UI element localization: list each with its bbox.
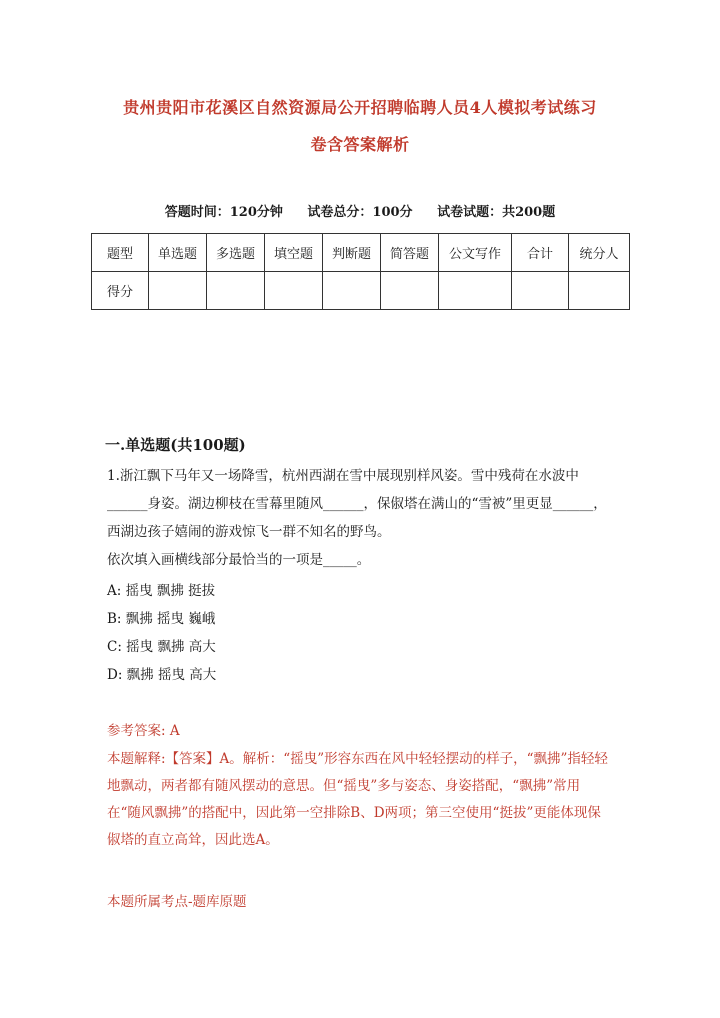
section-title: 一.单选题(共100题) (105, 436, 246, 454)
score-cell (512, 272, 569, 310)
exam-time: 答题时间：120分钟 (164, 205, 283, 220)
header-cell: 判断题 (323, 234, 381, 272)
answer-explanation: 本题解释:【答案】A。解析：“摇曳”形容东西在风中轻轻摆动的样子，“飘拂”指轻轻地飘动，两者都有随风摆动的意思。但“摇曳”多与姿态、身姿搭配，“飘拂”常用在“随风飘拂”的搭配中，因此第一空排除B、D两项；第三空使用“挺拔”更能体现保俶塔的直立高耸，因此选A。 (107, 751, 608, 848)
header-cell: 公文写作 (439, 234, 512, 272)
score-cell (207, 272, 265, 310)
exam-info (0, 201, 720, 220)
score-cell (323, 272, 381, 310)
reference-answer: 参考答案: A (107, 723, 180, 739)
option-d: D: 飘拂 摇曳 高大 (107, 667, 217, 683)
document-title-line1: 贵州贵阳市花溪区自然资源局公开招聘临聘人员4人模拟考试练习 (123, 98, 597, 117)
header-cell: 简答题 (381, 234, 439, 272)
header-cell: 合计 (512, 234, 569, 272)
score-table-header-row (92, 234, 630, 272)
score-cell (381, 272, 439, 310)
header-cell: 题型 (92, 234, 149, 272)
header-cell: 单选题 (149, 234, 207, 272)
score-cell (439, 272, 512, 310)
header-cell: 多选题 (207, 234, 265, 272)
score-cell (265, 272, 323, 310)
score-cell (569, 272, 630, 310)
row-label-cell: 得分 (92, 272, 149, 310)
question-source: 本题所属考点-题库原题 (107, 894, 247, 910)
header-cell: 统分人 (569, 234, 630, 272)
option-b: B: 飘拂 摇曳 巍峨 (107, 611, 216, 627)
document-title-line2: 卷含答案解析 (310, 135, 410, 154)
question-stem: 1.浙江飘下马年又一场降雪，杭州西湖在雪中展现别样风姿。雪中残荷在水波中______身姿。湖边柳枝在雪幕里随风______，保俶塔在满山的“雪被”里更显______，西湖边孩子嬉闹的游戏惊飞一群不知名的野鸟。 (107, 468, 607, 540)
exam-total-score: 试卷总分：100分 (307, 205, 413, 220)
header-cell: 填空题 (265, 234, 323, 272)
option-c: C: 摇曳 飘拂 高大 (107, 639, 216, 655)
question-prompt: 依次填入画横线部分最恰当的一项是_____。 (107, 552, 371, 568)
exam-question-count: 试卷试题：共200题 (437, 205, 556, 220)
score-table (91, 233, 630, 310)
score-cell (149, 272, 207, 310)
score-table-score-row (92, 272, 630, 310)
option-a: A: 摇曳 飘拂 挺拔 (107, 583, 216, 599)
